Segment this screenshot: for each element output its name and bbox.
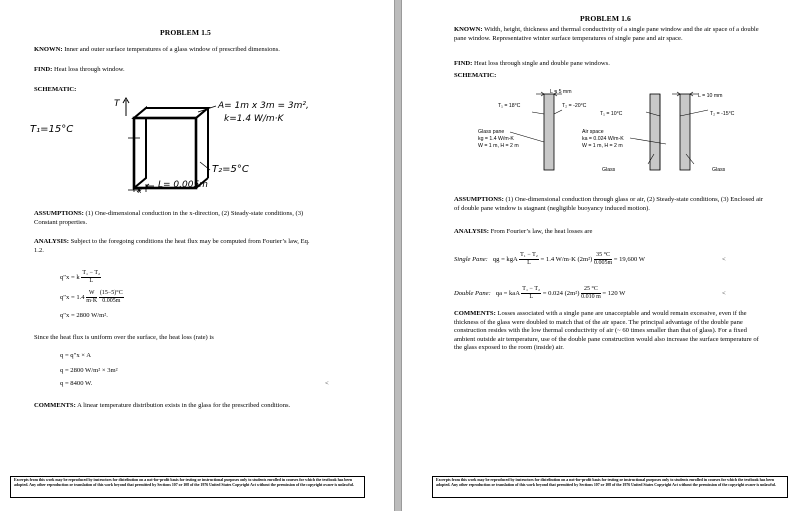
- single-result-marker: <: [722, 256, 726, 263]
- kg-label: kg = 1.4 W/m-K: [478, 136, 514, 142]
- single-denominator-2: 0.005m: [593, 260, 613, 266]
- eq2-denominator: 0.005m: [102, 298, 121, 304]
- comments-text: A linear temperature distribution exists in the glass for the prescribed conditions.: [77, 402, 291, 409]
- comments-section: [454, 310, 766, 353]
- schematic-k-label: k=1.4 W/m·K: [224, 114, 284, 124]
- equation-rate-values: q = 2800 W/m² × 3m²: [60, 367, 118, 374]
- comments-text: Losses associated with a single pane are unacceptable and would remain excessive, even if the thickness of the glass were doubled to match that of the air space. The principal advantage of the double pane construction resides with the low thermal conductivity of air (~ 60 times smaller than that of glass). For a fixed ambient outside air temperature, use of the double pane construction would also increase the surface temperature of the glass exposed to the room (inside) air.: [454, 310, 759, 352]
- glass-label-outer: Glass: [712, 167, 726, 173]
- double-result-marker: <: [722, 290, 726, 297]
- equation-rate: q = q″x × A: [60, 352, 92, 359]
- eq1-lhs: q″x = k: [60, 274, 80, 282]
- find-text: Heat loss through single and double pane windows.: [473, 60, 610, 67]
- known-label: KNOWN:: [454, 26, 483, 33]
- double-numerator-2: 25 °C: [581, 286, 601, 294]
- known-text: Width, height, thickness and thermal conductivity of a single pane window and the air space of a double pane window. Representative winter surface temperatures of single pane and air space.: [454, 26, 759, 42]
- assumptions-label: ASSUMPTIONS:: [454, 196, 504, 203]
- known-text: Inner and outer surface temperatures of a glass window of prescribed dimensions.: [64, 46, 280, 53]
- schematic-x-label: x: [138, 188, 142, 195]
- known-section: [34, 46, 374, 55]
- single-lhs: qg = kgA: [492, 256, 518, 264]
- assumptions-section: [454, 196, 764, 213]
- single-numerator: T₁ − T₂: [520, 252, 538, 258]
- double-pane-label: Double Pane:: [454, 290, 491, 298]
- single-numerator-2: 35 °C: [594, 252, 612, 260]
- double-result: = 120 W: [602, 290, 626, 298]
- comments-section: [34, 402, 324, 411]
- eq1-denominator: L: [89, 278, 94, 284]
- glass-pane-label: Glass pane: [478, 129, 505, 135]
- result-marker: <: [325, 380, 329, 387]
- since-text: Since the heat flux is uniform over the surface, the heat loss (rate) is: [34, 334, 214, 341]
- assumptions-text: (1) One-dimensional conduction through glass or air, (2) Steady-state conditions, (3) Enclosed air of double pane window is stagnant (negligible buoyancy induced motion).: [454, 196, 764, 212]
- single-pane-legend: [478, 129, 519, 150]
- double-middle: = 0.024 (2m²): [542, 290, 580, 298]
- eq2-unit-numerator: W: [86, 290, 97, 298]
- comments-label: COMMENTS:: [454, 310, 496, 317]
- find-section: [454, 60, 764, 69]
- comments-label: COMMENTS:: [34, 402, 76, 409]
- double-pane-legend: [582, 129, 624, 150]
- double-lhs: qa = kaA: [495, 290, 520, 298]
- equation-rate-result: q = 8400 W.: [60, 380, 93, 387]
- ka-label: ka = 0.024 W/m-K: [582, 136, 624, 142]
- equation-flux-result: q″x = 2800 W/m².: [60, 312, 108, 319]
- single-dims-label: W = 1 m, H = 2 m: [478, 143, 519, 149]
- single-t2-label: T₂ = -20°C: [562, 103, 587, 109]
- problem-title: PROBLEM 1.6: [580, 14, 631, 23]
- analysis-text: From Fourier’s law, the heat losses are: [490, 228, 593, 235]
- problem-title: PROBLEM 1.5: [160, 28, 211, 37]
- page-problem-1-6: [402, 0, 794, 511]
- analysis-section: [454, 228, 764, 237]
- copyright-footer: Excerpts from this work may be reproduced by instructors for distribution on a not-for-profit basis for testing or instructional purposes only to students enrolled in courses for which the textbook has been adopted. Any other reproduction or translation of this work beyond that permitted by Sections 107 or 108 of the 1976 United States Copyright Act without the permission of the copyright owner is unlawful.: [10, 476, 365, 498]
- eq1-numerator: T₁ − T₂: [82, 270, 101, 276]
- assumptions-label: ASSUMPTIONS:: [34, 210, 84, 217]
- schematic-label: SCHEMATIC:: [34, 86, 77, 93]
- schematic-t2-label: T₂=5°C: [212, 164, 249, 175]
- analysis-section: [34, 238, 319, 255]
- page-divider: [394, 0, 402, 511]
- copyright-footer: Excerpts from this work may be reproduced by instructors for distribution on a not-for-profit basis for testing or instructional purposes only to students enrolled in courses for which the textbook has been adopted. Any other reproduction or translation of this work beyond that permitted by Sections 107 or 108 of the 1976 United States Copyright Act without the permission of the copyright owner is unlawful.: [432, 476, 788, 498]
- find-label: FIND:: [34, 66, 53, 73]
- schematic-area-label: A= 1m x 3m = 3m²,: [218, 101, 309, 111]
- assumptions-section: [34, 210, 319, 227]
- schematic-length-label: L= 0.005m: [158, 180, 208, 190]
- page-problem-1-5: [0, 0, 394, 511]
- assumptions-text: (1) One-dimensional conduction in the x-direction, (2) Steady-state conditions, (3) Constant properties.: [34, 210, 304, 226]
- double-denominator-2: 0.010 m: [581, 294, 601, 300]
- single-pane-label: Single Pane:: [454, 256, 488, 264]
- double-t2-label: T₂ = -15°C: [710, 111, 735, 117]
- single-denominator: L: [527, 260, 531, 266]
- find-text: Heat loss through window.: [53, 66, 125, 73]
- double-dims-label: W = 1 m, H = 2 m: [582, 143, 623, 149]
- schematic-t1-label: T₁=15°C: [30, 124, 74, 135]
- eq2-numerator: (15−5)°C: [99, 290, 123, 296]
- analysis-label: ANALYSIS:: [34, 238, 69, 245]
- single-middle: = 1.4 W/m·K (2m²): [540, 256, 593, 264]
- find-section: [34, 66, 374, 75]
- single-t1-label: T₁ = 18°C: [498, 103, 521, 109]
- known-label: KNOWN:: [34, 46, 63, 53]
- find-label: FIND:: [454, 60, 473, 67]
- schematic-label: SCHEMATIC:: [454, 72, 497, 79]
- analysis-text: Subject to the foregoing conditions the heat flux may be computed from Fourier’s law, Eq. 1.2.: [34, 238, 310, 254]
- known-section: [454, 26, 764, 43]
- eq2-unit-denominator: m·K: [86, 298, 98, 304]
- double-numerator: T₁ − T₂: [522, 286, 541, 292]
- glass-label-inner: Glass: [602, 167, 616, 173]
- double-t1-label: T₁ = 10°C: [600, 111, 623, 117]
- equation-fourier: [60, 270, 101, 285]
- analysis-label: ANALYSIS:: [454, 228, 489, 235]
- single-pane-equation: [454, 252, 645, 267]
- double-thickness-label: L = 10 mm: [698, 93, 723, 99]
- equation-substitution: [60, 290, 124, 305]
- svg-text:T: T: [114, 99, 120, 109]
- single-thickness-label: L = 5 mm: [550, 89, 572, 95]
- air-space-label: Air space: [582, 129, 604, 135]
- single-result: = 19,600 W: [613, 256, 646, 264]
- eq2-lhs: q″x = 1.4: [60, 294, 85, 302]
- double-denominator: L: [529, 294, 534, 300]
- double-pane-equation: [454, 286, 625, 301]
